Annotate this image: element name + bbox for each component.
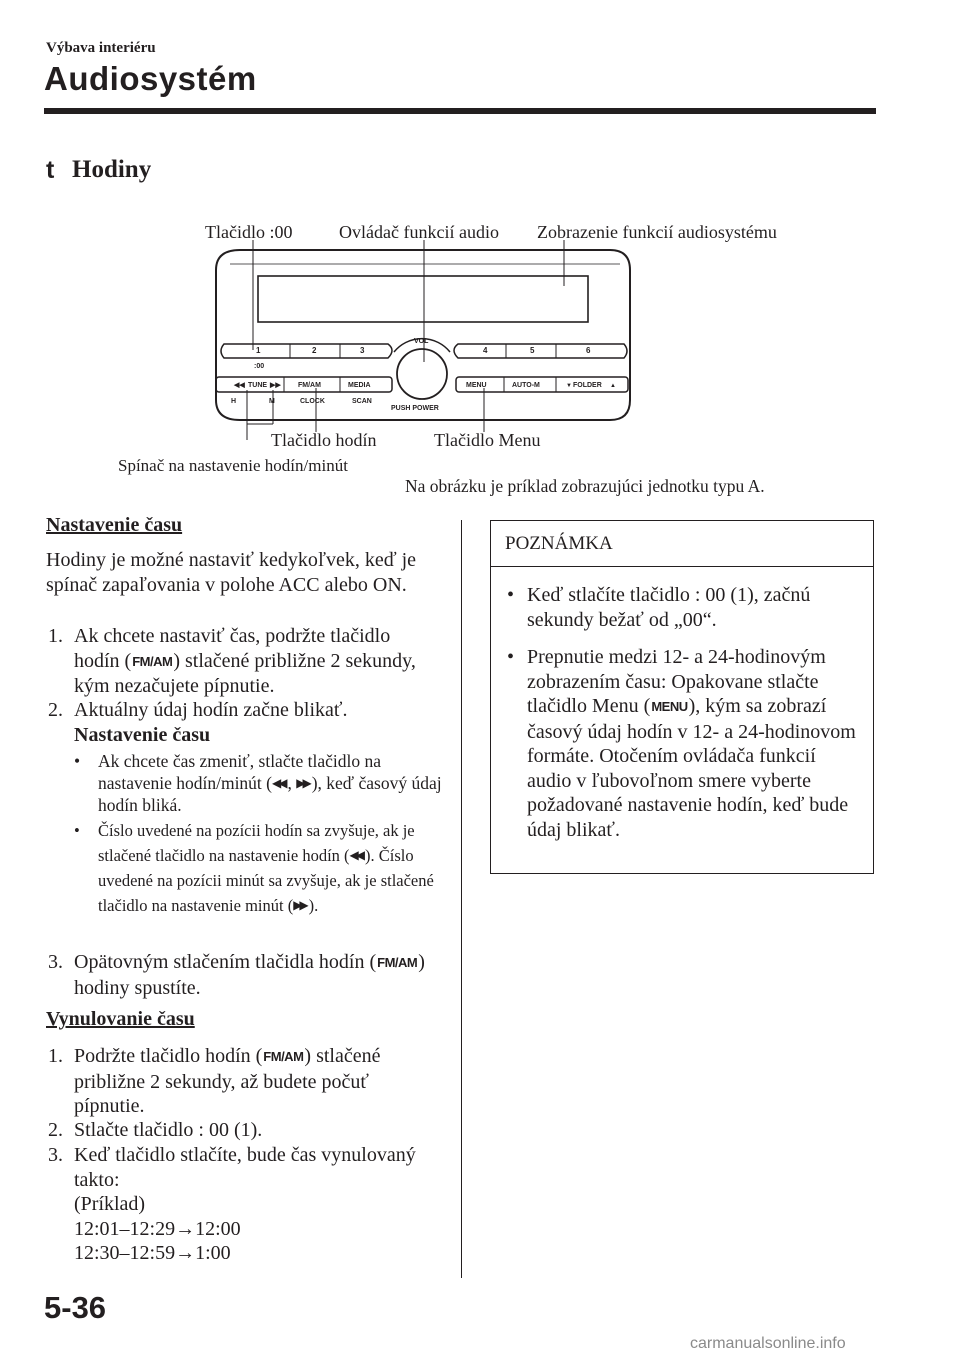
reset-step-1: 1. Podržte tlačidlo hodín (FM/AM) stlačené približne 2 sekundy, až budete počuť pípnutie.	[48, 1045, 381, 1117]
callout-clock-button: Tlačidlo hodín	[271, 430, 377, 450]
step-3: 3. Opätovným stlačením tlačidla hodín (FM/AM) hodiny spustíte.	[48, 951, 425, 999]
intro-text: Hodiny je možné nastaviť kedykoľvek, keď je spínač zapaľovania v polohe ACC alebo ON.	[46, 549, 417, 596]
section-heading: Hodiny	[72, 156, 152, 183]
label-m: M	[269, 398, 275, 405]
label-folder: FOLDER	[573, 382, 602, 389]
audio-control-knob	[397, 349, 447, 399]
svg-text:▶▶: ▶▶	[270, 382, 281, 389]
label-push-power: PUSH POWER	[391, 405, 439, 412]
label-clock: CLOCK	[300, 398, 325, 405]
reset-step-2: 2. Stlačte tlačidlo : 00 (1).	[48, 1119, 263, 1141]
note-box	[490, 520, 874, 874]
callout-hm-switch: Spínač na nastavenie hodín/minút	[118, 456, 348, 475]
page-title: Audiosystém	[44, 60, 257, 97]
label-colon00: :00	[254, 363, 265, 370]
heading-marker: t	[46, 156, 55, 184]
label-tune: TUNE	[248, 382, 268, 389]
preset-2: 2	[312, 346, 317, 355]
label-h: H	[231, 398, 237, 405]
label-media: MEDIA	[348, 382, 371, 389]
svg-text:▼: ▼	[566, 383, 572, 389]
label-vol: VOL	[414, 338, 429, 345]
fmam-icon: FM/AM	[132, 653, 173, 669]
preset-6: 6	[586, 346, 591, 355]
column-divider	[461, 520, 462, 1278]
page-number: 5-36	[44, 1290, 107, 1325]
note-title: POZNÁMKA	[505, 533, 613, 554]
skip-back-icon: ◀◀	[272, 776, 285, 790]
note-header	[491, 521, 873, 567]
label-scan: SCAN	[352, 398, 372, 405]
menu-icon: MENU	[651, 699, 688, 714]
preset-1: 1	[256, 346, 261, 355]
watermark: carmanualsonline.info	[690, 1335, 846, 1352]
step-2-subhead: Nastavenie času	[74, 723, 211, 746]
bullet-increment: • Číslo uvedené na pozícii hodín sa zvyšuje, ak je stlačené tlačidlo na nastavenie hodín (◀◀ ). Číslo uvedené na pozícii minút sa zvyšuje, ak je stlačené tlačidlo na nastavenie minút (▶▶ ).	[74, 818, 444, 918]
note-item-1: • Keď stlačíte tlačidlo : 00 (1), začnú sekundy bežať od „00“.	[507, 584, 811, 631]
bullet-change-time: • Ak chcete čas zmeniť, stlačte tlačidlo na nastavenie hodín/minút (◀◀ , ▶▶ ), keď časový údaj hodín bliká.	[74, 751, 442, 815]
skip-forward-icon: ▶▶	[293, 898, 306, 912]
skip-forward-icon: ▶▶	[296, 776, 309, 790]
fmam-icon: FM/AM	[377, 955, 418, 970]
subhead-set-time: Nastavenie času	[46, 514, 183, 536]
subhead-reset-time: Vynulovanie času	[46, 1008, 195, 1030]
fmam-icon: FM/AM	[263, 1049, 304, 1064]
callout-display: Zobrazenie funkcií audiosystému	[537, 222, 777, 242]
title-rule	[44, 108, 876, 114]
preset-3: 3	[360, 346, 365, 355]
label-menu: MENU	[466, 382, 487, 389]
step-1: 1. Ak chcete nastaviť čas, podržte tlačidlo hodín (FM/AM) stlačené približne 2 sekundy, kým nezačujete pípnutie.	[48, 625, 416, 697]
callout-menu-button: Tlačidlo Menu	[434, 430, 541, 450]
svg-text:◀◀: ◀◀	[234, 382, 245, 389]
figure-caption: Na obrázku je príklad zobrazujúci jednotku typu A.	[405, 476, 765, 496]
note-item-2: • Prepnutie medzi 12- a 24-hodinovým zobrazením času: Opakovane stlačte tlačidlo Menu (MENU), kým sa zobrazí časový údaj hodín v 12- a 24-hodinovom formáte. Otočením ovládača funkcií audio v ľubovoľnom smere vyberte požadované nastavenie hodín, keď bude údaj blikať.	[507, 646, 856, 841]
label-fmam: FM/AM	[298, 382, 321, 389]
svg-text:▲: ▲	[610, 383, 616, 389]
skip-back-icon: ◀◀	[349, 848, 362, 862]
callout-button-00: Tlačidlo :00	[205, 222, 293, 242]
preset-5: 5	[530, 346, 535, 355]
step-2: 2. Aktuálny údaj hodín začne blikať. Nastavenie času	[48, 699, 348, 746]
preset-4: 4	[483, 346, 488, 355]
section-label: Výbava interiéru	[46, 40, 156, 56]
label-autom: AUTO-M	[512, 382, 540, 389]
reset-step-3: 3. Keď tlačidlo stlačíte, bude čas vynulovaný takto: (Príklad) 12:01–12:29→12:00 12:30–12:59→1:00	[48, 1144, 416, 1264]
callout-audio-control: Ovládač funkcií audio	[339, 222, 499, 242]
audio-display	[258, 276, 588, 322]
audio-unit-illustration	[200, 240, 660, 440]
